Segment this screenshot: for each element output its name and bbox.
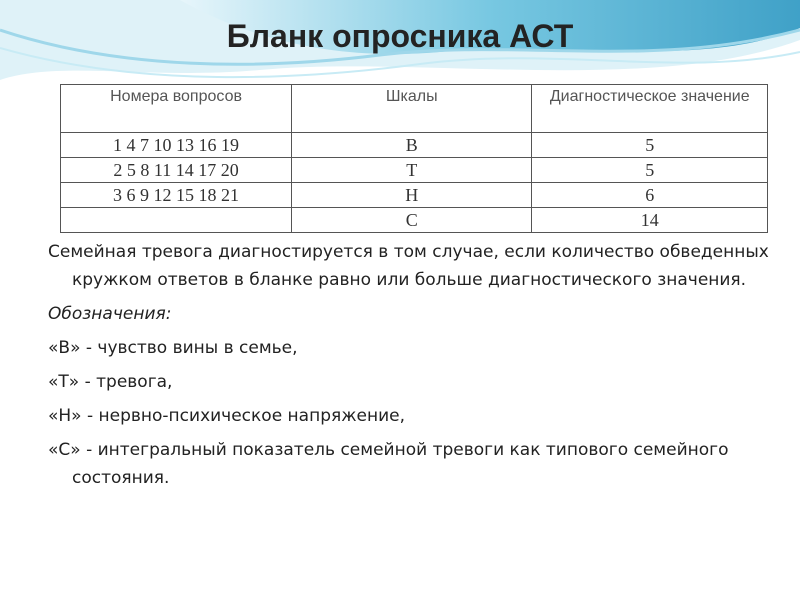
table-row	[61, 183, 768, 208]
legend-item-t: «Т» - тревога,	[48, 372, 173, 392]
cell-value: 14	[532, 208, 768, 233]
cell-questions: 2 5 8 11 14 17 20	[61, 158, 292, 183]
body-text	[48, 238, 778, 498]
cell-value: 6	[532, 183, 768, 208]
legend-item-n: «Н» - нервно-психическое напряжение,	[48, 406, 406, 426]
table-header-row	[61, 85, 768, 133]
cell-scale: С	[292, 208, 532, 233]
cell-questions: 3 6 9 12 15 18 21	[61, 183, 292, 208]
cell-scale: Н	[292, 183, 532, 208]
header-questions: Номера вопросов	[61, 85, 292, 133]
cell-questions	[61, 208, 292, 233]
header-diagnostic-value: Диагностическое значение	[532, 85, 768, 133]
legend-item-v: «В» - чувство вины в семье,	[48, 338, 298, 358]
cell-value: 5	[532, 158, 768, 183]
legend-title: Обозначения:	[48, 304, 172, 324]
table-row	[61, 208, 768, 233]
cell-value: 5	[532, 133, 768, 158]
slide-title: Бланк опросника АСТ	[226, 18, 574, 54]
intro-paragraph: Семейная тревога диагностируется в том случае, если количество обведенных кружком ответов в бланке равно или больше диагностического значения.	[48, 242, 769, 290]
table-row	[61, 158, 768, 183]
header-scales: Шкалы	[292, 85, 532, 133]
legend-item-s: «С» - интегральный показатель семейной тревоги как типового семейного состояния.	[48, 440, 729, 488]
cell-questions: 1 4 7 10 13 16 19	[61, 133, 292, 158]
table-row	[61, 133, 768, 158]
cell-scale: В	[292, 133, 532, 158]
answer-key-table	[60, 84, 768, 233]
cell-scale: Т	[292, 158, 532, 183]
